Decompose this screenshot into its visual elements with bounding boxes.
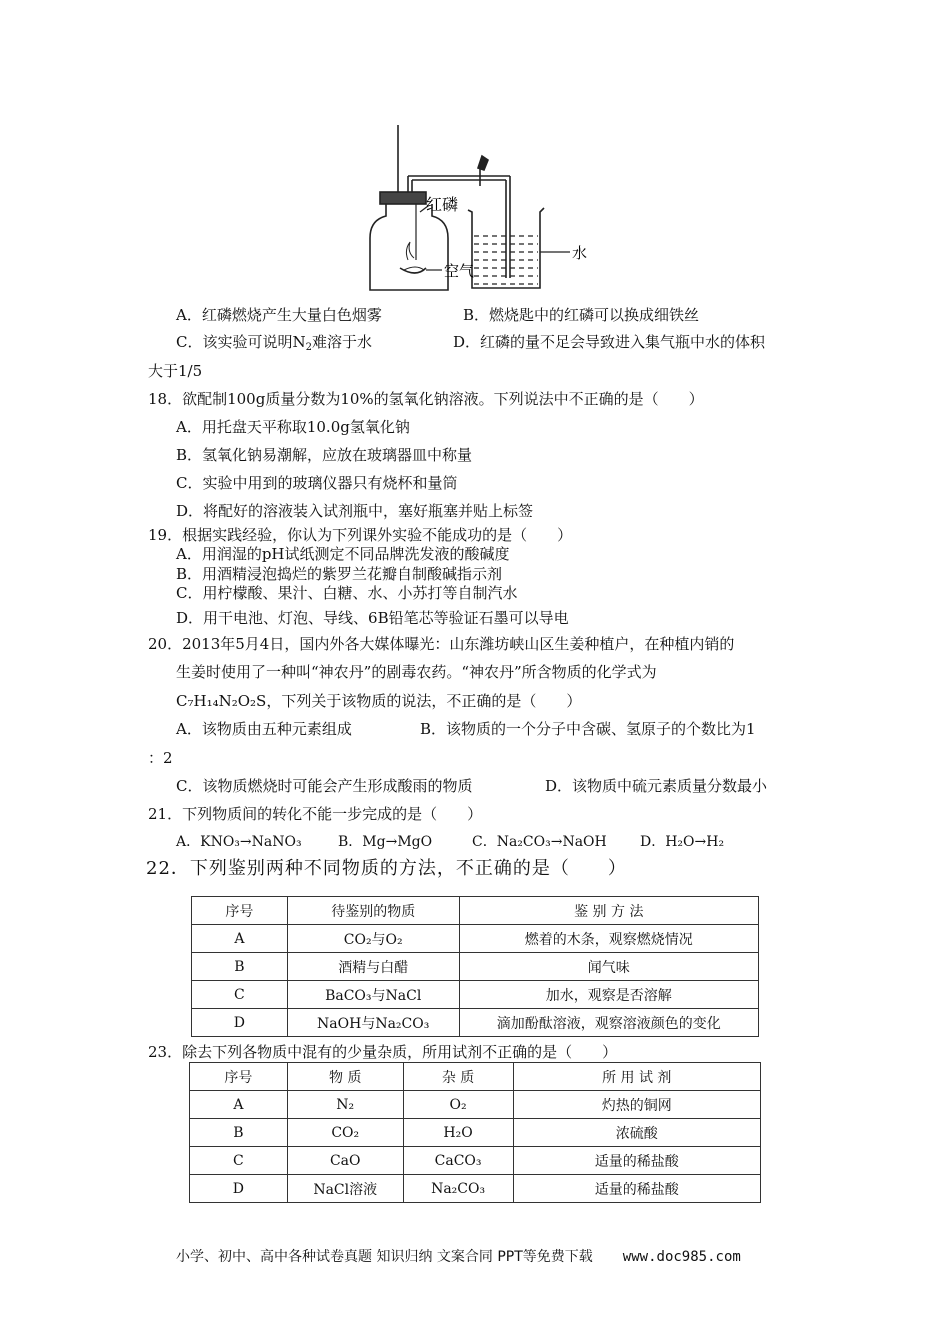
label-phosphorus: 红磷 — [426, 195, 459, 214]
table-cell: 浓硫酸 — [513, 1119, 760, 1147]
table-cell: A — [192, 925, 288, 953]
q19-option-b: B．用酒精浸泡捣烂的紫罗兰花瓣自制酸碱指示剂 — [176, 565, 503, 583]
q21-option-b: B．Mg→MgO — [338, 834, 433, 850]
q20-stem-line2: 生姜时使用了一种叫“神农丹”的剧毒农药。“神农丹”所含物质的化学式为 — [176, 663, 657, 681]
table-cell: CO₂与O₂ — [287, 925, 459, 953]
q17-option-c-sub: 2 — [305, 342, 312, 353]
table-cell: B — [190, 1119, 288, 1147]
q17-option-c-text: C．该实验可说明N — [176, 333, 306, 351]
table-cell: N₂ — [287, 1091, 403, 1119]
table-cell: D — [190, 1175, 288, 1203]
table-cell: 滴加酚酞溶液，观察溶液颜色的变化 — [459, 1009, 758, 1037]
table-row — [190, 1175, 761, 1203]
q23-header: 杂 质 — [403, 1063, 513, 1091]
q19-option-a: A．用润湿的pH试纸测定不同品牌洗发液的酸碱度 — [176, 545, 510, 563]
q21-option-a: A．KNO₃→NaNO₃ — [176, 834, 302, 850]
table-cell: A — [190, 1091, 288, 1119]
q17-option-a: A．红磷燃烧产生大量白色烟雾 — [176, 306, 382, 324]
table-cell: CaCO₃ — [403, 1147, 513, 1175]
table-row — [192, 981, 759, 1009]
table-cell: C — [190, 1147, 288, 1175]
q18-option-b: B．氢氧化钠易潮解，应放在玻璃器皿中称量 — [176, 446, 473, 464]
q23-header: 所 用 试 剂 — [513, 1063, 760, 1091]
q20-formula: C₇H₁₄N₂O₂S — [176, 692, 267, 710]
q18-stem: 18．欲配制100g质量分数为10%的氢氧化钠溶液。下列说法中不正确的是（ ） — [148, 390, 704, 408]
table-cell: 加水，观察是否溶解 — [459, 981, 758, 1009]
table-row — [190, 1119, 761, 1147]
q17-option-d: D．红磷的量不足会导致进入集气瓶中水的体积 — [453, 333, 766, 351]
q18-option-c: C．实验中用到的玻璃仪器只有烧杯和量筒 — [176, 474, 458, 492]
q21-option-d: D．H₂O→H₂ — [640, 834, 725, 850]
q23-header: 物 质 — [287, 1063, 403, 1091]
table-cell: NaCl溶液 — [287, 1175, 403, 1203]
q20-stem-line3 — [176, 692, 581, 710]
q20-stem-line3-text: ，下列关于该物质的说法，不正确的是（ ） — [266, 692, 582, 710]
table-row — [190, 1147, 761, 1175]
table-cell: 灼热的铜网 — [513, 1091, 760, 1119]
footer — [176, 1246, 741, 1266]
q17-option-b: B．燃烧匙中的红磷可以换成细铁丝 — [463, 306, 700, 324]
q19-option-c: C．用柠檬酸、果汁、白糖、水、小苏打等自制汽水 — [176, 584, 518, 602]
q23-stem: 23．除去下列各物质中混有的少量杂质，所用试剂不正确的是（ ） — [148, 1043, 618, 1061]
table-cell: O₂ — [403, 1091, 513, 1119]
q22-header: 序号 — [192, 897, 288, 925]
footer-url[interactable]: www.doc985.com — [622, 1249, 741, 1265]
q20-option-d: D．该物质中硫元素质量分数最小 — [545, 777, 768, 795]
table-row — [192, 925, 759, 953]
table-cell: 燃着的木条，观察燃烧情况 — [459, 925, 758, 953]
label-water: 水 — [572, 244, 588, 262]
table-cell: 适量的稀盐酸 — [513, 1175, 760, 1203]
table-cell: CaO — [287, 1147, 403, 1175]
q17-option-c — [176, 333, 372, 357]
q20-option-b-cont: ：2 — [148, 749, 173, 767]
table-row — [190, 1091, 761, 1119]
q21-option-c: C．Na₂CO₃→NaOH — [472, 834, 607, 850]
q22-table — [191, 896, 759, 1037]
q22-header-row — [192, 897, 759, 925]
q20-stem-line1: 20．2013年5月4日，国内外各大媒体曝光：山东潍坊峡山区生姜种植户，在种植内销的 — [148, 635, 735, 653]
q22-header: 待鉴别的物质 — [287, 897, 459, 925]
q21-stem: 21．下列物质间的转化不能一步完成的是（ ） — [148, 805, 483, 823]
table-cell: 酒精与白醋 — [287, 953, 459, 981]
q19-option-d: D．用干电池、灯泡、导线、6B铅笔芯等验证石墨可以导电 — [176, 609, 569, 627]
q17-option-c-post: 难溶于水 — [311, 333, 372, 351]
table-cell: D — [192, 1009, 288, 1037]
table-cell: H₂O — [403, 1119, 513, 1147]
table-cell: C — [192, 981, 288, 1009]
table-cell: 适量的稀盐酸 — [513, 1147, 760, 1175]
q22-stem: 22．下列鉴别两种不同物质的方法，不正确的是（ ） — [146, 858, 627, 879]
q20-option-a: A．该物质由五种元素组成 — [176, 720, 352, 738]
footer-text: 小学、初中、高中各种试卷真题 知识归纳 文案合同 PPT等免费下载 — [176, 1249, 593, 1265]
q20-option-c: C．该物质燃烧时可能会产生形成酸雨的物质 — [176, 777, 473, 795]
label-air: 空气 — [444, 262, 475, 280]
table-row — [192, 953, 759, 981]
q18-option-a: A．用托盘天平称取10.0g氢氧化钠 — [176, 418, 410, 436]
table-cell: NaOH与Na₂CO₃ — [287, 1009, 459, 1037]
q22-header: 鉴 别 方 法 — [459, 897, 758, 925]
q20-option-b: B．该物质的一个分子中含碳、氢原子的个数比为1 — [420, 720, 756, 738]
q17-option-d-cont: 大于1/5 — [148, 362, 203, 380]
table-row — [192, 1009, 759, 1037]
table-cell: CO₂ — [287, 1119, 403, 1147]
q19-stem: 19．根据实践经验，你认为下列课外实验不能成功的是（ ） — [148, 526, 573, 544]
q23-header-row — [190, 1063, 761, 1091]
q23-header: 序号 — [190, 1063, 288, 1091]
apparatus-figure — [360, 120, 610, 300]
q23-table — [189, 1062, 761, 1203]
table-cell: B — [192, 953, 288, 981]
q18-option-d: D．将配好的溶液装入试剂瓶中，塞好瓶塞并贴上标签 — [176, 502, 534, 520]
table-cell: 闻气味 — [459, 953, 758, 981]
table-cell: Na₂CO₃ — [403, 1175, 513, 1203]
table-cell: BaCO₃与NaCl — [287, 981, 459, 1009]
